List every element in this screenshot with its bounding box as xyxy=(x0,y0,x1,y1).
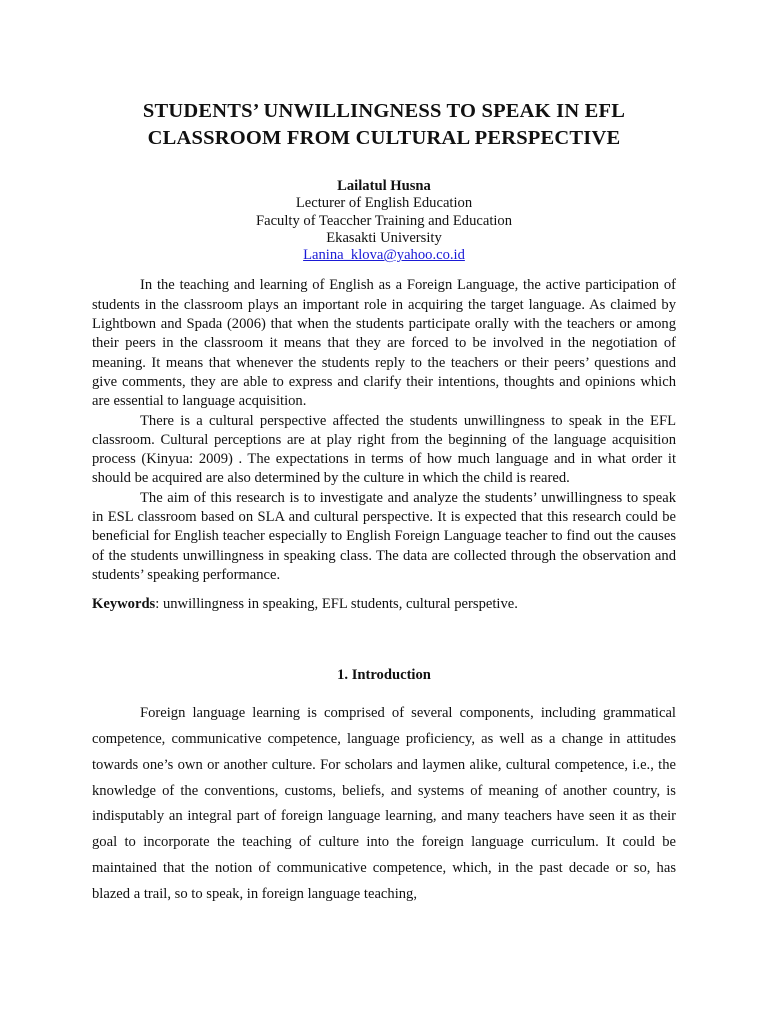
title-line-2: CLASSROOM FROM CULTURAL PERSPECTIVE xyxy=(147,127,621,149)
author-position: Lecturer of English Education xyxy=(295,195,473,212)
keywords-label: Keywords xyxy=(92,596,156,613)
author-university: Ekasakti University xyxy=(326,229,442,246)
title-line-1: STUDENTS’ UNWILLINGNESS TO SPEAK IN EFL xyxy=(142,100,626,122)
author-block xyxy=(92,178,676,264)
section-heading-introduction: 1. Introduction xyxy=(337,667,431,684)
paper-title xyxy=(92,98,676,152)
author-faculty: Faculty of Teaccher Training and Education xyxy=(255,212,513,229)
abstract-paragraph-2: There is a cultural perspective affected the students unwillingness to speak in the EFL classroom. Cultural perceptions are at play right from the beginning of the language acquisition process (Kinyua: 2009) . The expectations in terms of how much language and in what order it should be acquired are also determined by the culture in which the child is reared. xyxy=(92,412,676,487)
author-name: Lailatul Husna xyxy=(337,178,431,194)
introduction-body xyxy=(92,701,676,907)
abstract-paragraph-1: In the teaching and learning of English as a Foreign Language, the active participation of students in the classroom plays an important role in acquiring the target language. As claimed by Lightbown and Spada (2006) that when the students participate orally with the teachers or among their peers in the classroom it means that they are forced to be involved in the negotiation of meaning. It means that whenever the students reply to the teachers or their peers’ questions and give comments, they are able to express and clarify their intentions, thoughts and opinions which are essential to language acquisition. xyxy=(92,277,676,410)
keywords-text: : unwillingness in speaking, EFL students, cultural perspetive. xyxy=(155,596,518,613)
keywords xyxy=(92,595,676,614)
author-email-link[interactable]: Lanina_klova@yahoo.co.id xyxy=(303,247,465,264)
abstract-paragraph-3: The aim of this research is to investigate and analyze the students’ unwillingness to speak in ESL classroom based on SLA and cultural perspective. It is expected that this research could be beneficial for English teacher especially to English Foreign Language teacher to find out the causes of the students unwillingness in speaking class. The data are collected through the observation and students’ speaking performance. xyxy=(92,489,676,583)
abstract xyxy=(92,276,676,585)
intro-paragraph: Foreign language learning is comprised of several components, including grammatical competence, communicative competence, language proficiency, as well as a change in attitudes towards one’s own or another culture. For scholars and laymen alike, cultural competence, i.e., the knowledge of the conventions, customs, beliefs, and systems of meaning of another country, is indisputably an integral part of foreign language learning, and many teachers have seen it as their goal to incorporate the teaching of culture into the foreign language curriculum. It could be maintained that the notion of communicative competence, which, in the past decade or so, has blazed a trail, so to speak, in foreign language teaching, xyxy=(92,705,676,902)
